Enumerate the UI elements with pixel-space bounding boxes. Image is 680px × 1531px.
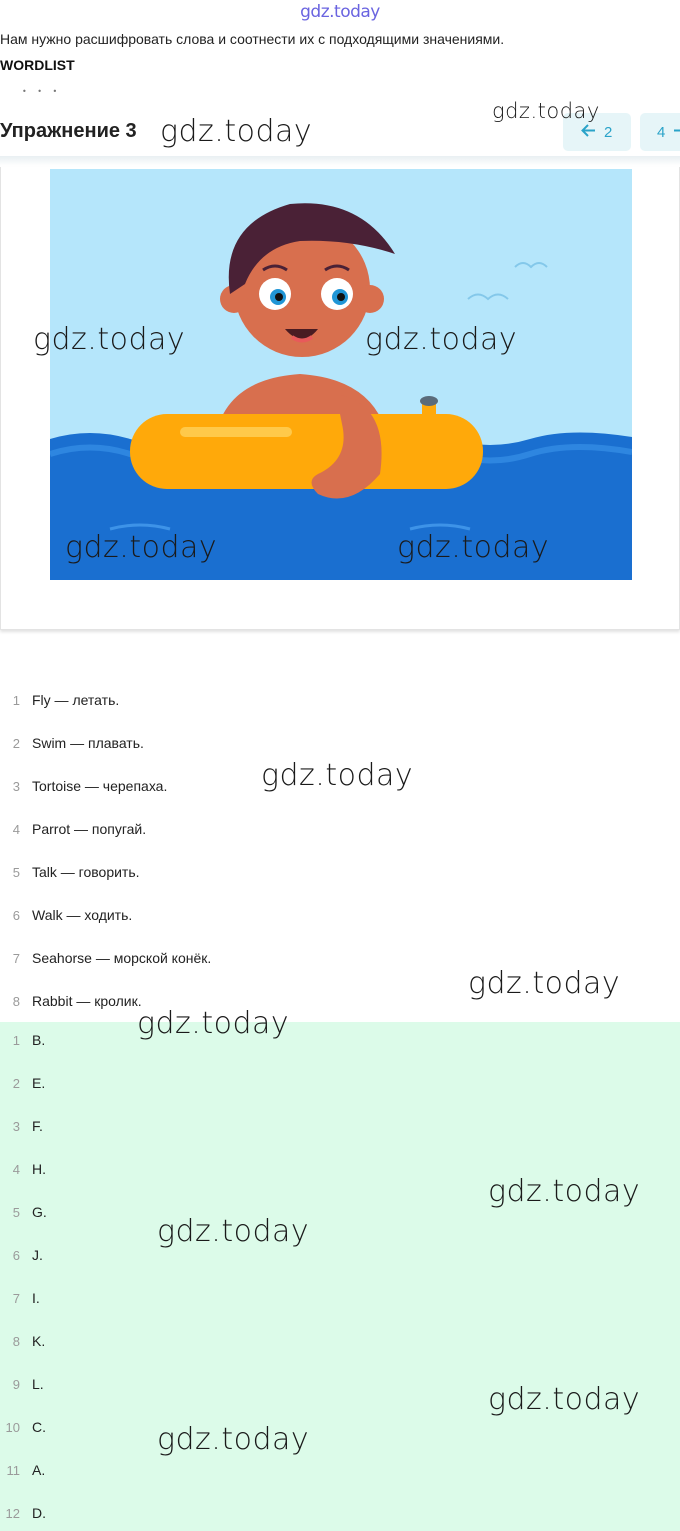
wordlist-label: WORDLIST [0,57,75,73]
list-item [0,1286,40,1310]
item-number: 4 [12,1161,20,1177]
item-text: Rabbit — кролик. [32,993,142,1009]
watermark: gdz.today [65,530,218,565]
item-number: 1 [12,1032,20,1048]
item-text: B. [32,1032,46,1048]
answer-letters-block [0,1022,680,1531]
item-text: Swim — плавать. [32,735,144,751]
dots-decoration: • • • [22,87,62,96]
item-number: 5 [12,864,20,880]
item-number: 6 [12,907,20,923]
header-shadow [0,156,680,166]
watermark: gdz.today [488,1174,641,1209]
list-item [0,688,119,712]
item-text: Talk — говорить. [32,864,140,880]
item-text: J. [32,1247,43,1263]
item-number: 7 [12,950,20,966]
prev-exercise-label: 2 [604,123,613,141]
item-number: 12 [5,1505,20,1521]
list-item [0,1157,46,1181]
watermark: gdz.today [468,966,621,1001]
item-number: 3 [12,1118,20,1134]
list-item [0,946,211,970]
item-text: K. [32,1333,46,1349]
list-item [0,903,132,927]
watermark: gdz.today [492,99,600,123]
watermark: gdz.today [397,530,550,565]
list-item [0,1458,45,1482]
item-number: 7 [12,1290,20,1306]
item-number: 6 [12,1247,20,1263]
list-item [0,1501,46,1525]
item-text: Parrot — попугай. [32,821,147,837]
watermark: gdz.today [160,114,313,149]
item-number: 5 [12,1204,20,1220]
list-item [0,1114,43,1138]
watermark: gdz.today [261,758,414,793]
arrow-right-icon [673,124,680,141]
list-item [0,1415,46,1439]
next-exercise-label: 4 [657,123,666,141]
list-item [0,1200,47,1224]
watermark: gdz.today [157,1422,310,1457]
list-item [0,731,144,755]
item-number: 2 [12,735,20,751]
item-number: 10 [5,1419,20,1435]
watermark: gdz.today [33,322,186,357]
site-watermark: gdz.today [300,2,380,22]
item-text: Seahorse — морской конёк. [32,950,212,966]
list-item [0,860,140,884]
intro-text: Нам нужно расшифровать слова и соотнести их с подходящими значениями. [0,31,505,47]
item-text: Fly — летать. [32,692,120,708]
item-text: G. [32,1204,47,1220]
boy-swimming-illustration [50,169,632,580]
exercise-title: Упражнение 3 [0,120,137,142]
list-item [0,1071,45,1095]
item-text: Walk — ходить. [32,907,133,923]
item-text: F. [32,1118,43,1134]
item-text: E. [32,1075,46,1091]
item-number: 8 [12,1333,20,1349]
list-item [0,1372,44,1396]
item-text: D. [32,1505,46,1521]
item-text: H. [32,1161,46,1177]
watermark: gdz.today [488,1382,641,1417]
item-number: 3 [12,778,20,794]
watermark: gdz.today [137,1006,290,1041]
list-item [0,1329,45,1353]
list-item [0,817,146,841]
item-number: 2 [12,1075,20,1091]
item-number: 1 [12,692,20,708]
list-item [0,989,142,1013]
item-number: 11 [6,1462,20,1478]
watermark: gdz.today [365,322,518,357]
item-number: 9 [12,1376,20,1392]
item-number: 8 [12,993,20,1009]
item-number: 4 [12,821,20,837]
item-text: A. [32,1462,46,1478]
item-text: I. [32,1290,40,1306]
list-item [0,1243,43,1267]
item-text: C. [32,1419,46,1435]
watermark: gdz.today [157,1214,310,1249]
arrow-left-icon [581,124,596,141]
list-item [0,1028,45,1052]
item-text: Tortoise — черепаха. [32,778,168,794]
next-exercise-button[interactable] [640,113,680,151]
list-item [0,774,167,798]
item-text: L. [32,1376,44,1392]
